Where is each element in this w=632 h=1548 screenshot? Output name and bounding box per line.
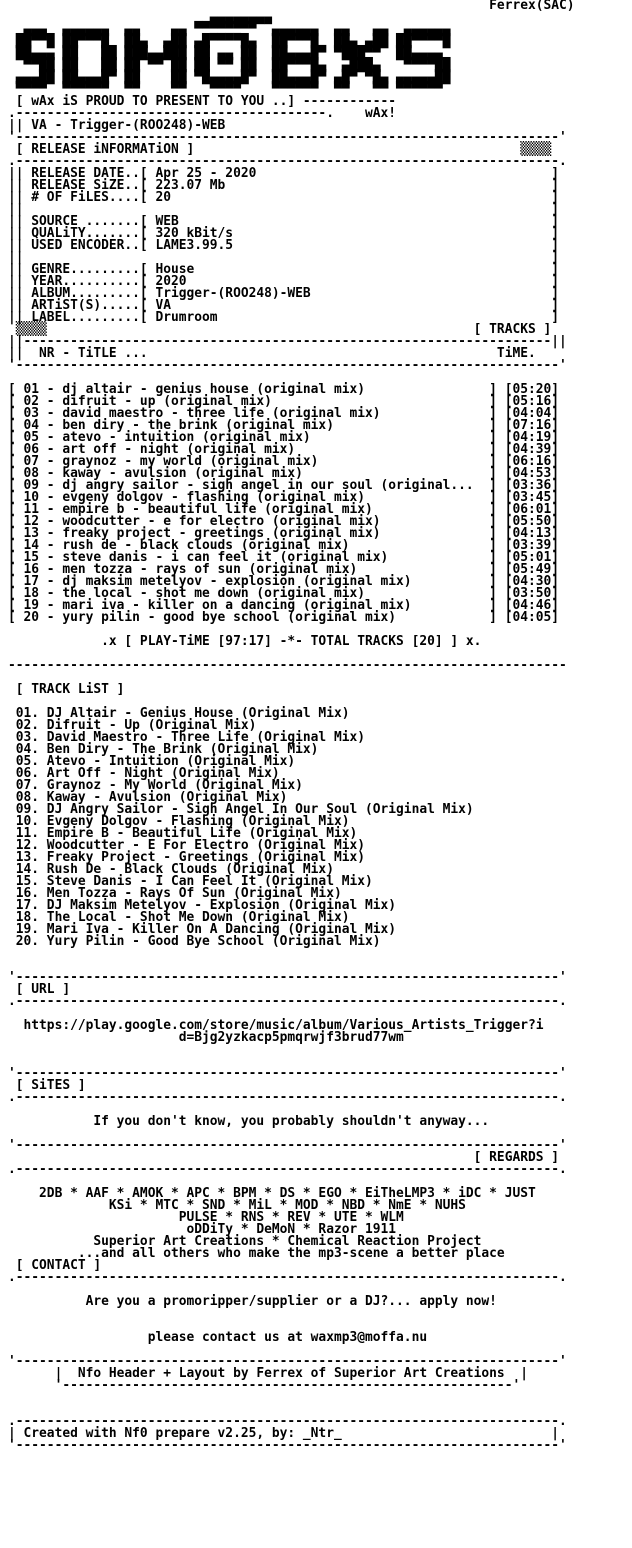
contact-apply: Are you a promoripper/supplier or a DJ?... apply now! [8,1294,575,1309]
regards-line: KSi * MTC * SND * MiL * MOD * NBD * NmE * NUHS [8,1198,575,1213]
track-row[interactable]: [ 05 - atevo - intuition (original mix) ] [04:19] [8,430,560,445]
track-row[interactable]: [ 14 - rush de - black clouds (original mix) ] [03:39] [8,538,560,553]
track-row[interactable]: [ 11 - empire b - beautiful life (original mix) ] [06:01] [8,502,560,517]
sites-rule-bottom: '----------------------------------------------------------------------' [8,1138,567,1153]
track-row[interactable]: [ 13 - freaky project - greetings (original mix) ] [04:13] [8,526,560,541]
track-list-item: 15. Steve Danis - I Can Feel It (Original Mix) [8,874,373,889]
track-list-item: 05. Atevo - Intuition (Original Mix) [8,754,296,769]
logo-art-row: ▄▄▄▄▄▄▄▄ [8,10,474,25]
blank-line [8,1308,628,1320]
tracks-label: ▒▒▒▒ [ TRACKS ] [8,322,560,337]
release-rule: .----------------------------------------------------------------------. [8,154,567,169]
track-list-item: 19. Mari Iva - Killer On A Dancing (Original Mix) [8,922,397,937]
created-rule-bottom: '----------------------------------------------------------------------' [8,1438,567,1453]
track-list-item: 20. Yury Pilin - Good Bye School (Original Mix) [8,934,381,949]
track-list-item: 13. Freaky Project - Greetings (Original Mix) [8,850,365,865]
logo-art-row: ▀▀▀▀ ▀▀▀▀▀▀ ▀▀ ▀▀ ▀▀▀▀ ▀▀▀▀▀▀ ▀▀ ▀▀ ▀▀▀▀▀▀ [8,82,466,97]
release-info-spacer: || ] [8,202,560,217]
release-info-source: || SOURCE .......[ WEB ] [8,214,560,229]
tracks-rule: ||--------------------------------------------------------------------|| [8,334,567,349]
track-list-item: 07. Graynoz - My World (Original Mix) [8,778,303,793]
regards-line: ...and all others who make the mp3-scene a better place [8,1246,575,1261]
track-list-item: 01. DJ Altair - Genius House (Original Mix) [8,706,350,721]
total-playtime: .x [ PLAY-TiME [97:17] -*- TOTAL TRACKS [20] ] x. [8,634,575,649]
url-rule-bottom: '----------------------------------------------------------------------' [8,1066,567,1081]
layout-credit-rule: '----------------------------------------------------------' [8,1378,521,1393]
release-title: || VA - Trigger-(ROO248)-WEB [8,118,226,133]
contact-email[interactable]: please contact us at waxmp3@moffa.nu [8,1330,575,1345]
track-row[interactable]: [ 08 - kaway - avulsion (original mix) ] [04:53] [8,466,560,481]
track-list-item: 02. Difruit - Up (Original Mix) [8,718,257,733]
track-list-item: 04. Ben Diry - The Brink (Original Mix) [8,742,319,757]
release-info-release-date: || RELEASE DATE..[ Apr 25 - 2020 ] [8,166,560,181]
track-row[interactable]: [ 07 - graynoz - my world (original mix) ] [06:16] [8,454,560,469]
track-list-item: 12. Woodcutter - E For Electro (Original Mix) [8,838,365,853]
track-row[interactable]: [ 10 - evgeny dolgov - flashing (original mix) ] [03:45] [8,490,560,505]
release-info-label: [ RELEASE iNFORMATiON ] ▒▒▒▒ [8,142,552,157]
contact-label: [ CONTACT ] [8,1258,102,1273]
blank-line [8,1392,628,1404]
url-rule: .----------------------------------------------------------------------. [8,994,567,1009]
track-row[interactable]: [ 15 - steve danis - i can feel it (original mix) ] [05:01] [8,550,560,565]
header-rule: .----------------------------------------. wAx! [8,106,397,121]
regards-line: oDDiTy * DeMoN * Razor 1911 [8,1222,575,1237]
track-row[interactable]: [ 03 - david maestro - three life (original mix) ] [04:04] [8,406,560,421]
track-list-item: 06. Art Off - Night (Original Mix) [8,766,280,781]
regards-line: 2DB * AAF * AMOK * APC * BPM * DS * EGO * EiTheLMP3 * iDC * JUST [8,1186,575,1201]
track-list-item: 16. Men Tozza - Rays Of Sun (Original Mix) [8,886,342,901]
regards-label: [ REGARDS ] [8,1150,567,1165]
release-info-quality: || QUALiTY.......[ 320 kBit/s ] [8,226,560,241]
track-list-item: 03. David Maestro - Three Life (Original Mix) [8,730,365,745]
tracks-header-rule: '----------------------------------------------------------------------' [8,358,567,373]
track-row[interactable]: [ 12 - woodcutter - e for electro (original mix) ] [05:50] [8,514,560,529]
track-row[interactable]: [ 18 - the local - shot me down (original mix) ] [03:50] [8,586,560,601]
track-list-item: 18. The Local - Shot Me Down (Original Mix) [8,910,350,925]
header-credit: Ferrex(SAC) [8,0,575,13]
release-info-encoder: || USED ENCODER..[ LAME3.99.5 ] [8,238,560,253]
track-row[interactable]: [ 19 - mari iva - killer on a dancing (original mix) ] [04:46] [8,598,560,613]
url-link-cont[interactable]: d=Bjg2yzkacp5pmqrwjf3brud77wm [8,1030,575,1045]
release-info-file-count: || # OF FiLES....[ 20 ] [8,190,560,205]
contact-rule-bottom: '----------------------------------------------------------------------' [8,1354,567,1369]
nfo-document [8,0,628,1548]
release-info-album: || ALBUM.........[ Trigger-(ROO248)-WEB ] [8,286,560,301]
track-list-item: 08. Kaway - Avulsion (Original Mix) [8,790,288,805]
track-row[interactable]: [ 02 - difruit - up (original mix) ] [05:16] [8,394,560,409]
track-list-item: 09. DJ Angry Sailor - Sigh Angel In Our Soul (Original Mix) [8,802,474,817]
release-info-genre: || GENRE.........[ House ] [8,262,560,277]
track-list-item: 14. Rush De - Black Clouds (Original Mix) [8,862,334,877]
release-info-spacer: || ] [8,250,560,265]
logo-art-row: ▄▄▄ ▄▄▄▄▄▄ ▄▄ ▄▄ ▀▀▀▀▀▀▀▀ ▄▄▄▄▄▄ ▄▄ ▄▄ ▄▄▄▄▄▄ [8,22,466,37]
sites-text: If you don't know, you probably shouldn't anyway... [8,1114,575,1129]
logo-art-row: ▄▄▄██ ██▄▄▄█▀ ██ ██ ▀█▄▄▄▄█▀ ██▄▄▄█▀ ▄█▀ ▀█▄ ▄▄▄▄▄██ [8,70,466,85]
url-link[interactable]: https://play.google.com/store/music/album/Various_Artists_Trigger?i [8,1018,544,1033]
logo-art-row: ██▄▄▄ ██ ██ ███▄▄███ ██ ▄▄ ██ ██▄▄▄█▀ ▀███▀▀ ██▄▄▄▄ [8,46,466,61]
regards-line: PULSE * RNS * REV * UTE * WLM [8,1210,575,1225]
tracks-header: || NR - TiTLE ... TiME. [8,346,544,361]
sites-rule: .----------------------------------------------------------------------. [8,1090,567,1105]
layout-credit: | Nfo Header + Layout by Ferrex of Superior Art Creations | [8,1366,528,1381]
track-list-item: 10. Evgeny Dolgov - Flashing (Original Mix) [8,814,350,829]
track-row[interactable]: [ 01 - dj altair - genius house (original mix) ] [05:20] [8,382,560,397]
track-row[interactable]: [ 06 - art off - night (original mix) ] [04:39] [8,442,560,457]
track-list-rule: '----------------------------------------------------------------------' [8,970,567,985]
created-with: | Created with Nf0 prepare v2.25, by: _Ntr_ | [8,1426,560,1441]
sites-label: [ SiTES ] [8,1078,86,1093]
logo-art-row: ▀▀██ ██ ██ ██ ▀▀ ██ ██ ▀▀ ██ ██▀▀▀█▄ ▄███▄ ▀▀▀▀██ [8,58,466,73]
tracks-bottom-rule: ------------------------------------------------------------------------ [8,658,567,673]
header-rule-bottom: '----------------------------------------------------------------------' [8,130,567,145]
track-list-item: 11. Empire B - Beautiful Life (Original Mix) [8,826,358,841]
logo-art-row: ██▀▀█ ██▀▀▀█ ██▄ ▄██ ▄█▀▀▀▀█▄ ██▀▀▀█ ██▄ ▄██ ██▀▀▀▀█ [8,34,466,49]
track-row[interactable]: [ 17 - dj maksim metelyov - explosion (original mix) ] [04:30] [8,574,560,589]
release-info-artist: || ARTiST(S).....[ VA ] [8,298,560,313]
release-info-year: || YEAR..........[ 2020 ] [8,274,560,289]
track-row[interactable]: [ 04 - ben diry - the brink (original mix) ] [07:16] [8,418,560,433]
release-info-release-size: || RELEASE SiZE..[ 223.07 Mb ] [8,178,560,193]
created-rule: .----------------------------------------------------------------------. [8,1414,567,1429]
contact-rule: .----------------------------------------------------------------------. [8,1270,567,1285]
blank-line [8,1044,628,1056]
track-list-label: [ TRACK LiST ] [8,682,125,697]
release-info-label: || LABEL.........[ Drumroom ] [8,310,560,325]
track-row[interactable]: [ 20 - yury pilin - good bye school (original mix) ] [04:05] [8,610,560,625]
track-list-item: 17. DJ Maksim Metelyov - Explosion (Original Mix) [8,898,397,913]
present-line: [ wAx iS PROUD TO PRESENT TO YOU ..] ------------ [8,94,397,109]
regards-line: Superior Art Creations * Chemical Reaction Project [8,1234,575,1249]
regards-rule: .----------------------------------------------------------------------. [8,1162,567,1177]
track-row[interactable]: [ 16 - men tozza - rays of sun (original mix) ] [05:49] [8,562,560,577]
blank-line [8,948,628,960]
url-label: [ URL ] [8,982,71,997]
track-row[interactable]: [ 09 - dj angry sailor - sigh angel in our soul (original... ] [03:36] [8,478,560,493]
